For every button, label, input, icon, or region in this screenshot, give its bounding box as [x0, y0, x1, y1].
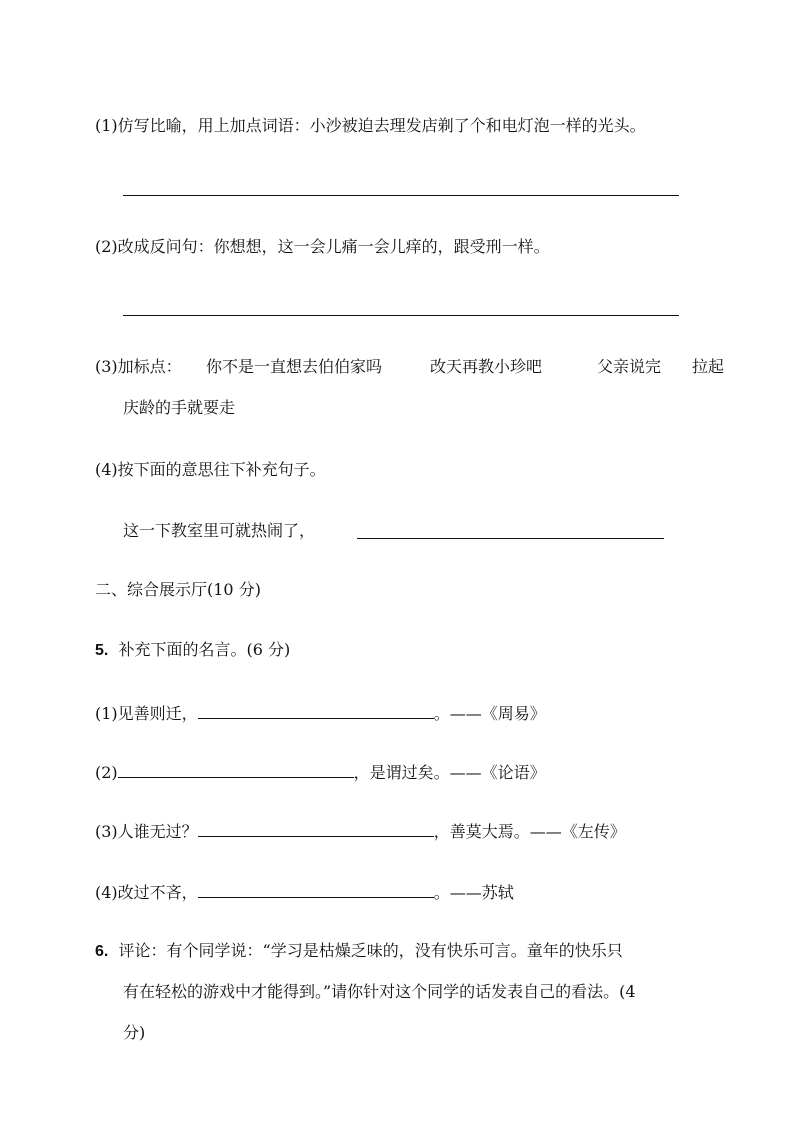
quote-prefix: 人谁无过？: [117, 822, 198, 841]
item-number: (4): [95, 883, 118, 902]
question-number: (1): [95, 116, 118, 135]
quote-source: 。——《周易》: [433, 704, 546, 723]
question-text-line-3: 分): [123, 1023, 146, 1042]
question-text-line-1: 评论：有个同学说：“学习是枯燥乏味的，没有快乐可言。童年的快乐只: [118, 941, 623, 960]
question-text-line-2: 有在轻松的游戏中才能得到。”请你针对这个同学的话发表自己的看法。(4: [123, 982, 636, 1001]
question-3: [95, 356, 182, 378]
quote-blank-3[interactable]: [198, 818, 434, 837]
question-text: 改成反问句：你想想，这一会儿痛一会儿痒的，跟受刑一样。: [117, 237, 550, 256]
completion-sentence: 这一下教室里可就热闹了，: [123, 521, 316, 540]
punctuation-segment-2: 改天再教小珍吧: [430, 357, 543, 376]
punctuation-segment-1: 你不是一直想去伯伯家吗: [206, 357, 383, 376]
question-number: 5.: [95, 642, 109, 659]
punctuation-segment-3: 父亲说完: [597, 357, 662, 376]
question-number: 6.: [95, 943, 109, 960]
quote-blank-2[interactable]: [118, 759, 354, 778]
quote-prefix: 见善则迁，: [117, 704, 198, 723]
question-1: [95, 115, 646, 137]
question-4: [95, 459, 326, 481]
quote-prefix: 改过不吝，: [117, 883, 198, 902]
quote-item-1: [95, 700, 546, 725]
question-text: 补充下面的名言。(6 分): [118, 640, 291, 659]
punctuation-segment-4: 拉起: [692, 357, 725, 376]
question-5: [95, 639, 290, 662]
quote-blank-1[interactable]: [198, 700, 434, 719]
answer-line-2[interactable]: [123, 315, 679, 316]
question-2: [95, 236, 550, 258]
quote-item-3: [95, 818, 626, 843]
quote-item-4: [95, 879, 514, 904]
quote-source: ，是谓过矣。——《论语》: [353, 763, 546, 782]
quote-source: ，善莫大焉。——《左传》: [433, 822, 626, 841]
punctuation-segment-5: 庆龄的手就要走: [123, 398, 236, 417]
answer-line-4[interactable]: [357, 538, 664, 539]
quote-blank-4[interactable]: [198, 879, 434, 898]
item-number: (2): [95, 763, 118, 782]
question-number: (3): [95, 357, 118, 376]
question-number: (2): [95, 237, 118, 256]
question-text: 按下面的意思往下补充句子。: [117, 460, 326, 479]
section-title: 二、综合展示厅(10 分): [95, 580, 261, 599]
question-text: 仿写比喻，用上加点词语：小沙被迫去理发店剃了个和电灯泡一样的光头。: [117, 116, 646, 135]
item-number: (3): [95, 822, 118, 841]
question-number: (4): [95, 460, 118, 479]
question-6: [95, 940, 623, 963]
item-number: (1): [95, 704, 118, 723]
quote-source: 。——苏轼: [433, 883, 514, 902]
answer-line-1[interactable]: [123, 195, 679, 196]
quote-item-2: [95, 759, 546, 784]
question-label: 加标点：: [117, 357, 182, 376]
